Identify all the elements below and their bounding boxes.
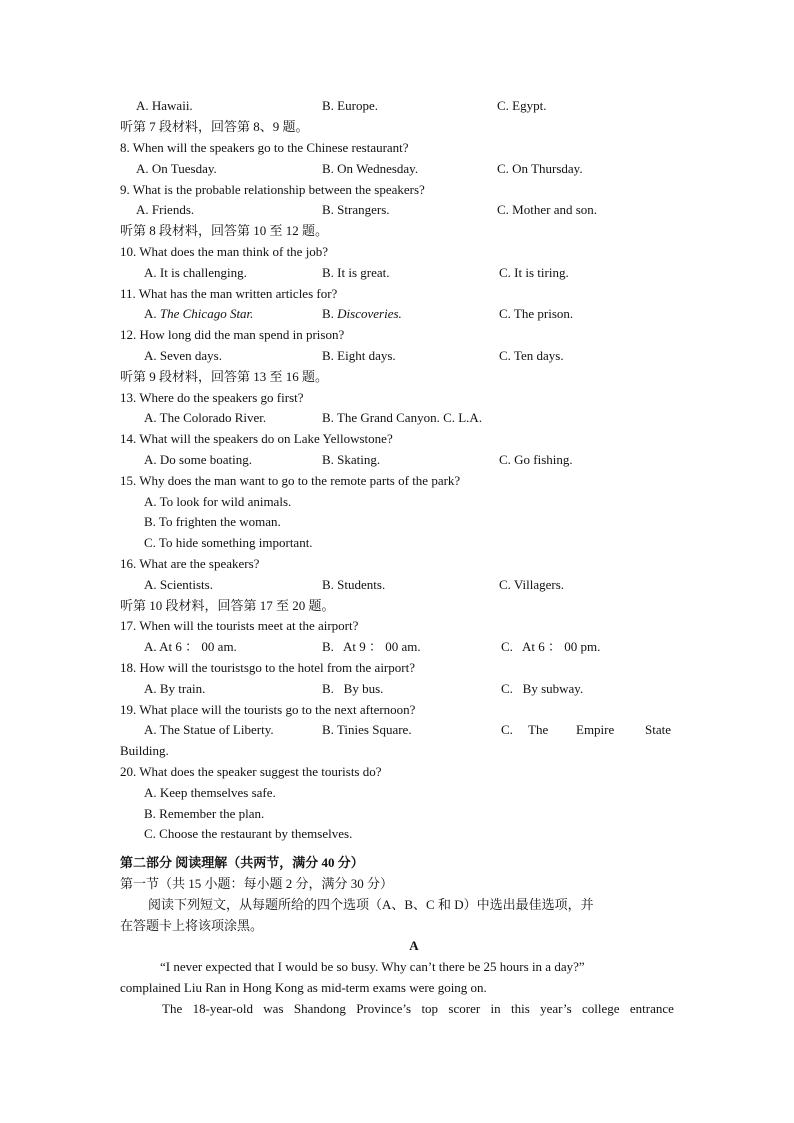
question-17: 17. When will the tourists meet at the airport? [120,618,359,633]
p2-word: top [421,1001,439,1016]
question-20: 20. What does the speaker suggest the tourists do? [120,764,382,779]
q19-option-a: A. The Statue of Liberty. [144,722,274,737]
question-9: 9. What is the probable relationship between the speakers? [120,182,425,197]
q12-option-c: C. Ten days. [499,348,564,363]
question-19: 19. What place will the tourists go to the next afternoon? [120,702,416,717]
p2-word: year’s [540,1001,572,1016]
q17-option-a: A. At 6 ： 00 am. [144,639,237,654]
q11-option-b [322,303,402,324]
p2-word: college [582,1001,620,1016]
section-heading-9: 听第 9 段材料，回答第 13 至 16 题。 [120,369,329,384]
q14-option-a: A. Do some boating. [144,452,252,467]
paragraph-2-line-1 [162,998,674,1019]
question-12: 12. How long did the man spend in prison? [120,327,345,342]
question-10: 10. What does the man think of the job? [120,244,329,259]
q8-option-c: C. On Thursday. [497,161,583,176]
q12-option-b: B. Eight days. [322,348,396,363]
p2-word: was [263,1001,284,1016]
q19-option-b: B. Tinies Square. [322,722,412,737]
q9-option-a: A. Friends. [136,202,195,217]
p2-word: The [162,1001,183,1016]
p2-word: this [510,1001,530,1016]
p2-word: scorer [448,1001,481,1016]
q18-option-a: A. By train. [144,681,206,696]
p2-word: Province’s [356,1001,412,1016]
q15-option-b: B. To frighten the woman. [144,514,281,529]
q20-option-a: A. Keep themselves safe. [144,785,276,800]
q17-option-c: C. At 6 ： 00 pm. [501,639,601,654]
q13-option-a: A. The Colorado River. [144,410,267,425]
q18-option-c: C. By subway. [501,681,584,696]
q19-option-c-word-1: The [528,722,549,737]
q16-option-b: B. Students. [322,577,386,592]
q16-option-c: C. Villagers. [499,577,565,592]
q11-option-c: C. The prison. [499,306,574,321]
q19-option-c-word-3: State [645,722,671,737]
question-11: 11. What has the man written articles for? [120,286,338,301]
question-15: 15. Why does the man want to go to the remote parts of the park? [120,473,461,488]
paragraph-1-line-2: complained Liu Ran in Hong Kong as mid-term exams were going on. [120,980,487,995]
q11-option-a-letter: A. [144,306,160,321]
section-heading-7: 听第 7 段材料，回答第 8、9 题。 [120,119,309,134]
q11-option-b-title: Discoveries. [337,306,402,321]
section-heading-8: 听第 8 段材料，回答第 10 至 12 题。 [120,223,329,238]
q19-option-c-continued: Building. [120,743,169,758]
q14-option-b: B. Skating. [322,452,381,467]
instructions-line-1: 阅读下列短文，从每题所给的四个选项（A、B、C 和 D）中选出最佳选项，并 [148,897,594,912]
q8-option-b: B. On Wednesday. [322,161,419,176]
q10-option-b: B. It is great. [322,265,390,280]
q15-option-c: C. To hide something important. [144,535,313,550]
q20-option-b: B. Remember the plan. [144,806,265,821]
q15-option-a: A. To look for wild animals. [144,494,292,509]
part-two-heading: 第二部分 阅读理解（共两节，满分 40 分） [120,855,364,870]
q20-option-c: C. Choose the restaurant by themselves. [144,826,353,841]
question-18: 18. How will the touristsgo to the hotel from the airport? [120,660,415,675]
q7-option-c: C. Egypt. [497,98,547,113]
q19-option-c-letter: C. [501,722,513,737]
p2-word: Shandong [293,1001,346,1016]
section-one-heading: 第一节（共 15 小题：每小题 2 分，满分 30 分） [120,876,394,891]
q11-option-a [144,303,253,324]
q7-option-b: B. Europe. [322,98,378,113]
q14-option-c: C. Go fishing. [499,452,573,467]
q8-option-a: A. On Tuesday. [136,161,217,176]
p2-word: 18-year-old [192,1001,253,1016]
q10-option-c: C. It is tiring. [499,265,569,280]
q9-option-b: B. Strangers. [322,202,390,217]
p2-word: in [490,1001,501,1016]
section-heading-10: 听第 10 段材料，回答第 17 至 20 题。 [120,598,335,613]
q13-option-bc: B. The Grand Canyon. C. L.A. [322,410,483,425]
q16-option-a: A. Scientists. [144,577,213,592]
q17-option-b: B. At 9 ： 00 am. [322,639,421,654]
p2-word: entrance [629,1001,674,1016]
instructions-line-2: 在答题卡上将该项涂黑。 [120,918,264,933]
passage-letter: A [409,938,419,953]
q19-option-c-word-2: Empire [576,722,615,737]
q11-option-a-title: The Chicago Star. [159,306,254,321]
question-16: 16. What are the speakers? [120,556,260,571]
q12-option-a: A. Seven days. [144,348,222,363]
question-14: 14. What will the speakers do on Lake Yellowstone? [120,431,393,446]
q10-option-a: A. It is challenging. [144,265,247,280]
q11-option-b-letter: B. [322,306,338,321]
question-8: 8. When will the speakers go to the Chinese restaurant? [120,140,409,155]
question-13: 13. Where do the speakers go first? [120,390,304,405]
q18-option-b: B. By bus. [322,681,384,696]
q7-option-a: A. Hawaii. [136,98,193,113]
paragraph-1-line-1: “I never expected that I would be so busy. Why can’t there be 25 hours in a day?” [160,959,585,974]
q9-option-c: C. Mother and son. [497,202,598,217]
